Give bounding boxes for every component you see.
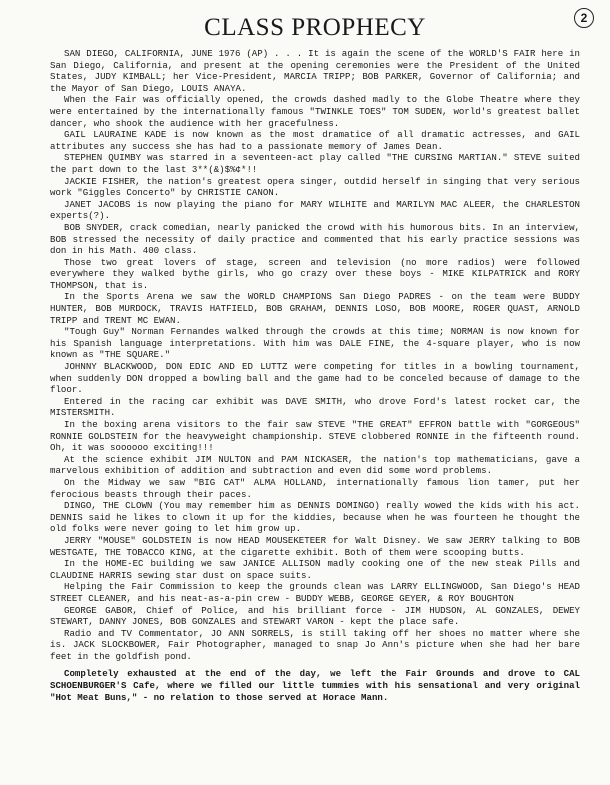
paragraph: GEORGE GABOR, Chief of Police, and his brilliant force - JIM HUDSON, AL GONZALES, DEWEY STEWART, DANNY JONES, BOB GONZALES and STEWART VARON - kept the place safe. [50,604,580,628]
paragraph: GAIL LAURAINE KADE is now known as the most dramatice of all dramatic actresses, and GAIL attributes any success she has had to a passionate memory of James Dean. [50,129,580,152]
paragraph: Those two great lovers of stage, screen and television (no more radios) were followed everywhere they walked bythe girls, who go crazy over these boys - MIKE KILPATRICK and RORY THOMPSON, that is. [50,256,580,291]
paragraph: At the science exhibit JIM NULTON and PAM NICKASER, the nation's top mathematicians, gave a marvelous exhibition of addition and subtraction and even did some word problems. [50,453,580,477]
paragraph: STEPHEN QUIMBY was starred in a seventeen-act play called "THE CURSING MARTIAN." STEVE suited the part down to the last 3**(&)$%¢*!! [50,152,580,175]
paragraph: JANET JACOBS is now playing the piano for MARY WILHITE and MARILYN MAC ALEER, the CHARLESTON experts(?). [50,198,580,222]
document-title: CLASS PROPHECY [204,14,426,41]
paragraph: In the HOME-EC building we saw JANICE ALLISON madly cooking one of the new steak Pills and CLAUDINE HARRIS sewing star dust on space suits. [50,558,580,581]
paragraph: On the Midway we saw "BIG CAT" ALMA HOLLAND, internationally famous lion tamer, put her ferocious beasts through their paces. [50,476,580,500]
paragraph: In the boxing arena visitors to the fair saw STEVE "THE GREAT" EFFRON battle with "GORGEOUS" RONNIE GOLDSTEIN for the heavyweight championship. STEVE clobbered RONNIE in the fifteenth round. Oh, it was soooooo exciting!!! [50,419,580,454]
page-number-badge: 2 [574,8,594,28]
paragraph: JERRY "MOUSE" GOLDSTEIN is now HEAD MOUSEKETEER for Walt Disney. We saw JERRY talking to BOB WESTGATE, THE TOBACCO KING, at the cigarette exhibit. Both of them were scooping butts. [50,534,580,558]
paragraph: "Tough Guy" Norman Fernandes walked through the crowds at this time; NORMAN is now known for his Spanish language interpretations. With him was DALE FINE, the 4-square player, who is now known as "THE SQUARE." [50,326,580,361]
paragraph: Entered in the racing car exhibit was DAVE SMITH, who drove Ford's latest rocket car, the MISTERSMITH. [50,395,580,419]
paragraph: BOB SNYDER, crack comedian, nearly panicked the crowd with his humorous bits. In an interview, BOB stressed the necessity of daily practice and commented that his early practice sessions was don in his Math. 400 class. [50,221,580,257]
paragraph: Helping the Fair Commission to keep the grounds clean was LARRY ELLINGWOOD, San Diego's HEAD STREET CLEANER, and his neat-as-a-pin crew - BUDDY WEBB, GEORGE GEYER, & ROY BOUGHTON [50,581,580,604]
paragraph: JACKIE FISHER, the nation's greatest opera singer, outdid herself in singing that very serious work "Giggles Concerto" by CHRISTIE CANON. [50,175,580,199]
paragraph: Radio and TV Commentator, JO ANN SORRELS, is still taking off her shoes no matter where she is. JACK SLOCKBOWER, Fair Photographer, managed to snap Jo Ann's picture when she had her bare feet in the goldfish pond. [50,627,580,662]
paragraph: When the Fair was officially opened, the crowds dashed madly to the Globe Theatre where they were entertained by the internationally famous "TWINKLE TOES" TOM SUDEN, world's greatest ballet dancer, who shook the audience with her gracefulness. [50,94,580,129]
paragraph: In the Sports Arena we saw the WORLD CHAMPIONS San Diego PADRES - on the team were BUDDY HUNTER, BOB MURDOCK, TRAVIS HATFIELD, BOB GRAHAM, DENNIS LOSO, BOB MOORE, ROGER QUAST, ARNOLD TRIPP and TRENT MC EWAN. [50,291,580,326]
prophecy-body [50,48,580,703]
closing-paragraph: Completely exhausted at the end of the day, we left the Fair Grounds and drove to CAL SCHOENBURGER'S Cafe, where we filled our little tummies with his sensational and very original "Hot Meat Buns," - no relation to those served at Horace Mann. [50,668,580,703]
paragraph: JOHNNY BLACKWOOD, DON EDIC AND ED LUTTZ were competing for titles in a bowling tournament, when suddenly DON dropped a bowling ball and the game had to be conceled because of damage to the floor. [50,361,580,396]
paragraph: SAN DIEGO, CALIFORNIA, JUNE 1976 (AP) . . . It is again the scene of the WORLD'S FAIR here in San Diego, California, and present at the opening ceremonies were the President of the United States, JUDY KIMBALL; her Vice-President, MARCIA TRIPP; BOB PARKER, Governor of California; and the Mayor of San Diego, LOUIS ANAYA. [50,48,580,94]
paragraph: DINGO, THE CLOWN (You may remember him as DENNIS DOMINGO) really wowed the kids with his act. DENNIS said he likes to clown it up for the kiddies, because when he was fourteen he thought the old folks were never going to let him grow up. [50,500,580,535]
